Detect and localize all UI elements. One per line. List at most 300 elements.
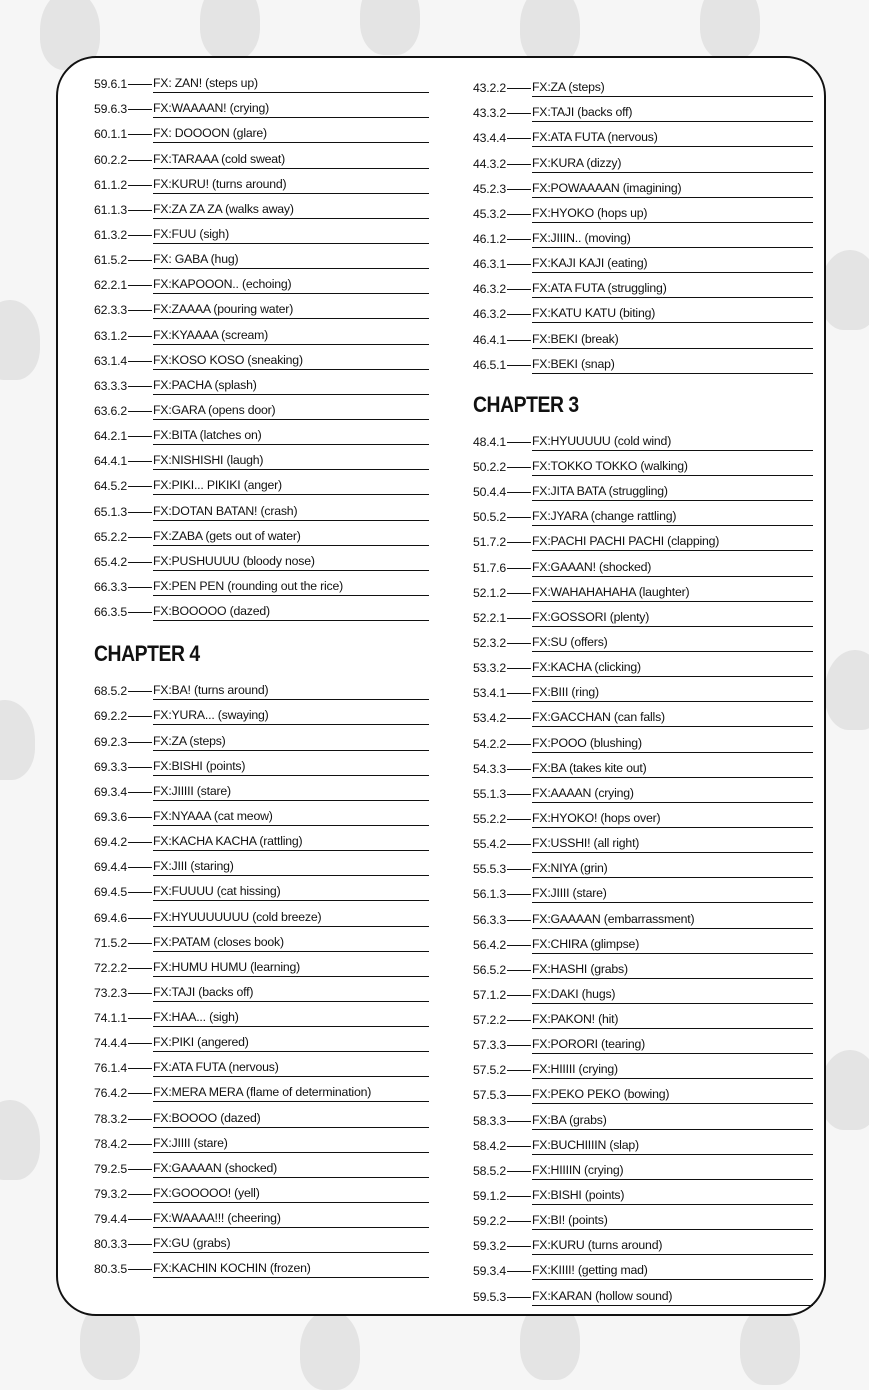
sfx-entry (94, 445, 429, 470)
panel-reference: 56.5.2 (473, 962, 506, 977)
sfx-translation: FX:JIIII (stare) (532, 886, 813, 903)
sfx-entry (473, 451, 813, 476)
left-column (94, 68, 429, 1278)
sfx-translation: FX:PAKON! (hit) (532, 1012, 813, 1029)
leader-line (507, 945, 531, 946)
leader-line (128, 968, 152, 969)
leader-line (507, 718, 531, 719)
leader-line (128, 386, 152, 387)
panel-reference: 61.5.2 (94, 253, 127, 268)
sfx-entry (473, 198, 813, 223)
entry-list (94, 675, 429, 1278)
sfx-translation: FX:GAAAAN (embarrassment) (532, 912, 813, 929)
sfx-translation: FX:ZA (steps) (532, 80, 813, 97)
sfx-entry (473, 426, 813, 451)
panel-reference: 53.4.2 (473, 711, 506, 726)
right-column (473, 72, 813, 1306)
sfx-entry (473, 223, 813, 248)
sfx-entry (94, 801, 429, 826)
sfx-translation: FX:KACHA (clicking) (532, 660, 813, 677)
leader-line (507, 289, 531, 290)
panel-reference: 63.3.3 (94, 378, 127, 393)
leader-line (507, 593, 531, 594)
sfx-entry (473, 702, 813, 727)
leader-line (128, 436, 152, 437)
sfx-entry (473, 753, 813, 778)
leader-line (507, 214, 531, 215)
sfx-translation: FX:BA (takes kite out) (532, 761, 813, 778)
leader-line (507, 1196, 531, 1197)
sfx-entry (473, 577, 813, 602)
sfx-entry (473, 727, 813, 752)
leader-line (507, 693, 531, 694)
sfx-translation: FX:KIIII! (getting mad) (532, 1263, 813, 1280)
panel-reference: 62.2.1 (94, 278, 127, 293)
sfx-entry (473, 1180, 813, 1205)
panel-reference: 53.3.2 (473, 661, 506, 676)
sfx-entry (94, 1002, 429, 1027)
panel-reference: 64.5.2 (94, 479, 127, 494)
panel-reference: 64.4.1 (94, 454, 127, 469)
sfx-translation: FX:HYUUUUU (cold wind) (532, 434, 813, 451)
panel-reference: 69.3.6 (94, 809, 127, 824)
panel-reference: 73.2.3 (94, 985, 127, 1000)
sfx-entry (94, 169, 429, 194)
panel-reference: 71.5.2 (94, 935, 127, 950)
sfx-translation: FX:HYUUUUUUU (cold breeze) (153, 910, 429, 927)
sfx-entry (94, 1253, 429, 1278)
sfx-entry (473, 1054, 813, 1079)
sfx-translation: FX:BIII (ring) (532, 685, 813, 702)
sfx-entry (94, 876, 429, 901)
sfx-translation: FX:AAAAN (crying) (532, 786, 813, 803)
leader-line (507, 189, 531, 190)
leader-line (507, 844, 531, 845)
leader-line (128, 336, 152, 337)
sfx-entry (473, 1079, 813, 1104)
sfx-translation: FX:WAAAA!!! (cheering) (153, 1211, 429, 1228)
sfx-translation: FX:GACCHAN (can falls) (532, 710, 813, 727)
sfx-entry (94, 244, 429, 269)
panel-reference: 57.1.2 (473, 987, 506, 1002)
sfx-entry (473, 501, 813, 526)
sfx-translation: FX:GOSSORI (plenty) (532, 610, 813, 627)
panel-reference: 51.7.2 (473, 535, 506, 550)
sfx-entry (473, 1255, 813, 1280)
sfx-entry (94, 521, 429, 546)
panel-reference: 63.6.2 (94, 403, 127, 418)
panel-reference: 69.4.6 (94, 910, 127, 925)
sfx-entry (473, 803, 813, 828)
sfx-translation: FX:PIKI... PIKIKI (anger) (153, 478, 429, 495)
sfx-translation: FX:KACHA KACHA (rattling) (153, 834, 429, 851)
leader-line (128, 361, 152, 362)
sfx-translation: FX:POWAAAAN (imagining) (532, 181, 813, 198)
panel-reference: 55.5.3 (473, 862, 506, 877)
sfx-translation: FX:KURU! (turns around) (153, 177, 429, 194)
sfx-entry (473, 476, 813, 501)
panel-reference: 69.2.3 (94, 734, 127, 749)
sfx-translation: FX:MERA MERA (flame of determination) (153, 1085, 429, 1102)
sfx-translation: FX:BA (grabs) (532, 1113, 813, 1130)
chapter-heading: CHAPTER 3 (473, 391, 579, 417)
sfx-translation: FX:DOTAN BATAN! (crash) (153, 504, 429, 521)
leader-line (507, 264, 531, 265)
sfx-translation: FX:ZAAAA (pouring water) (153, 302, 429, 319)
sfx-translation: FX:KURA (dizzy) (532, 156, 813, 173)
panel-reference: 59.6.1 (94, 77, 127, 92)
leader-line (507, 769, 531, 770)
panel-reference: 46.3.2 (473, 282, 506, 297)
leader-line (128, 1194, 152, 1195)
sfx-translation: FX:POOO (blushing) (532, 736, 813, 753)
sfx-entry (473, 627, 813, 652)
sfx-entry (94, 952, 429, 977)
sfx-translation: FX:HIIIII (crying) (532, 1062, 813, 1079)
leader-line (128, 185, 152, 186)
leader-line (128, 943, 152, 944)
sfx-translation: FX:NIYA (grin) (532, 861, 813, 878)
panel-reference: 56.3.3 (473, 912, 506, 927)
background-decoration (360, 0, 420, 55)
leader-line (507, 314, 531, 315)
sfx-translation: FX:KACHIN KOCHIN (frozen) (153, 1261, 429, 1278)
sfx-entry (473, 1155, 813, 1180)
sfx-translation: FX: GABA (hug) (153, 252, 429, 269)
panel-reference: 72.2.2 (94, 960, 127, 975)
panel-reference: 43.4.4 (473, 131, 506, 146)
sfx-entry (473, 1104, 813, 1129)
sfx-translation: FX:KYAAAA (scream) (153, 328, 429, 345)
panel-reference: 59.5.3 (473, 1289, 506, 1304)
sfx-entry (94, 118, 429, 143)
sfx-translation: FX:ZA (steps) (153, 734, 429, 751)
leader-line (507, 88, 531, 89)
background-decoration (0, 1100, 40, 1180)
sfx-translation: FX:GARA (opens door) (153, 403, 429, 420)
sfx-entry (94, 1077, 429, 1102)
leader-line (507, 113, 531, 114)
sfx-translation: FX:WAHAHAHAHA (laughter) (532, 585, 813, 602)
leader-line (128, 1018, 152, 1019)
leader-line (128, 1269, 152, 1270)
panel-reference: 69.3.4 (94, 784, 127, 799)
sfx-entry (94, 1102, 429, 1127)
panel-reference: 63.1.4 (94, 353, 127, 368)
leader-line (128, 1144, 152, 1145)
sfx-entry (94, 675, 429, 700)
leader-line (507, 1171, 531, 1172)
panel-reference: 69.3.3 (94, 759, 127, 774)
background-decoration (825, 650, 869, 730)
panel-reference: 46.1.2 (473, 231, 506, 246)
panel-reference: 63.1.2 (94, 328, 127, 343)
sfx-translation: FX:GU (grabs) (153, 1236, 429, 1253)
sfx-entry (473, 652, 813, 677)
sfx-entry (473, 929, 813, 954)
leader-line (507, 442, 531, 443)
sfx-translation: FX:PEN PEN (rounding out the rice) (153, 579, 429, 596)
leader-line (507, 517, 531, 518)
panel-reference: 79.2.5 (94, 1161, 127, 1176)
sfx-entry (473, 677, 813, 702)
leader-line (128, 461, 152, 462)
sfx-translation: FX:TAJI (backs off) (532, 105, 813, 122)
panel-reference: 55.1.3 (473, 786, 506, 801)
leader-line (128, 792, 152, 793)
panel-reference: 61.1.2 (94, 177, 127, 192)
leader-line (128, 235, 152, 236)
background-decoration (0, 700, 35, 780)
panel-reference: 59.1.2 (473, 1189, 506, 1204)
sfx-entry (473, 551, 813, 576)
sfx-translation: FX:ATA FUTA (nervous) (153, 1060, 429, 1077)
sfx-translation: FX:BISHI (points) (153, 759, 429, 776)
panel-reference: 54.3.3 (473, 761, 506, 776)
sfx-translation: FX:USSHI! (all right) (532, 836, 813, 853)
panel-reference: 60.2.2 (94, 152, 127, 167)
background-decoration (300, 1310, 360, 1390)
sfx-translation: FX:SU (offers) (532, 635, 813, 652)
leader-line (128, 716, 152, 717)
leader-line (507, 1246, 531, 1247)
sfx-translation: FX:KAJI KAJI (eating) (532, 256, 813, 273)
sfx-translation: FX:BOOOO (dazed) (153, 1111, 429, 1128)
leader-line (507, 894, 531, 895)
panel-reference: 50.4.4 (473, 485, 506, 500)
sfx-translation: FX:ZABA (gets out of water) (153, 529, 429, 546)
panel-reference: 51.7.6 (473, 560, 506, 575)
sfx-translation: FX: DOOOON (glare) (153, 126, 429, 143)
sfx-translation: FX:TARAAA (cold sweat) (153, 152, 429, 169)
sfx-entry (94, 927, 429, 952)
panel-reference: 61.1.3 (94, 202, 127, 217)
sfx-entry (94, 93, 429, 118)
leader-line (507, 542, 531, 543)
leader-line (128, 84, 152, 85)
leader-line (128, 1169, 152, 1170)
leader-line (507, 1297, 531, 1298)
panel-reference: 76.1.4 (94, 1061, 127, 1076)
sfx-translation: FX:KOSO KOSO (sneaking) (153, 353, 429, 370)
leader-line (507, 744, 531, 745)
chapter-heading: CHAPTER 4 (94, 641, 200, 667)
sfx-translation: FX:PACHI PACHI PACHI (clapping) (532, 534, 813, 551)
sfx-entry (94, 219, 429, 244)
entry-list (473, 72, 813, 374)
background-decoration (820, 1050, 869, 1130)
panel-reference: 43.2.2 (473, 81, 506, 96)
leader-line (507, 1271, 531, 1272)
sfx-translation: FX:PIKI (angered) (153, 1035, 429, 1052)
sfx-translation: FX:NYAAA (cat meow) (153, 809, 429, 826)
sfx-entry (94, 571, 429, 596)
leader-line (128, 817, 152, 818)
sfx-entry (473, 853, 813, 878)
leader-line (507, 869, 531, 870)
panel-reference: 66.3.3 (94, 579, 127, 594)
leader-line (507, 164, 531, 165)
sfx-translation: FX:PORORI (tearing) (532, 1037, 813, 1054)
sfx-translation: FX:TAJI (backs off) (153, 985, 429, 1002)
sfx-entry (473, 1130, 813, 1155)
panel-reference: 80.3.5 (94, 1262, 127, 1277)
sfx-translation: FX:KATU KATU (biting) (532, 306, 813, 323)
entry-list (94, 68, 429, 621)
leader-line (507, 794, 531, 795)
panel-reference: 69.4.4 (94, 860, 127, 875)
leader-line (128, 587, 152, 588)
panel-reference: 64.2.1 (94, 429, 127, 444)
panel-reference: 56.4.2 (473, 937, 506, 952)
sfx-entry (473, 323, 813, 348)
panel-reference: 58.4.2 (473, 1138, 506, 1153)
sfx-translation: FX:NISHISHI (laugh) (153, 453, 429, 470)
sfx-translation: FX:KARAN (hollow sound) (532, 1289, 813, 1306)
leader-line (507, 568, 531, 569)
sfx-translation: FX:KAPOOON.. (echoing) (153, 277, 429, 294)
sfx-translation: FX:BISHI (points) (532, 1188, 813, 1205)
sfx-entry (473, 1029, 813, 1054)
sfx-translation: FX:GOOOOO! (yell) (153, 1186, 429, 1203)
sfx-entry (94, 1153, 429, 1178)
leader-line (128, 486, 152, 487)
sfx-entry (473, 526, 813, 551)
sfx-entry (94, 470, 429, 495)
leader-line (507, 1146, 531, 1147)
leader-line (128, 892, 152, 893)
sfx-translation: FX:HAA... (sigh) (153, 1010, 429, 1027)
leader-line (128, 1068, 152, 1069)
sfx-entry (94, 395, 429, 420)
panel-reference: 55.2.2 (473, 811, 506, 826)
leader-line (128, 1119, 152, 1120)
panel-reference: 59.3.2 (473, 1239, 506, 1254)
background-decoration (700, 0, 760, 60)
sfx-entry (473, 97, 813, 122)
leader-line (128, 767, 152, 768)
leader-line (507, 995, 531, 996)
panel-reference: 78.3.2 (94, 1111, 127, 1126)
leader-line (507, 340, 531, 341)
leader-line (507, 492, 531, 493)
leader-line (507, 138, 531, 139)
panel-reference: 59.3.4 (473, 1264, 506, 1279)
sfx-translation: FX:BITA (latches on) (153, 428, 429, 445)
sfx-entry (94, 751, 429, 776)
sfx-translation: FX:TOKKO TOKKO (walking) (532, 459, 813, 476)
sfx-translation: FX:ATA FUTA (struggling) (532, 281, 813, 298)
sfx-entry (473, 273, 813, 298)
leader-line (507, 920, 531, 921)
sfx-entry (473, 979, 813, 1004)
sfx-translation: FX:PATAM (closes book) (153, 935, 429, 952)
sfx-entry (473, 72, 813, 97)
panel-reference: 79.3.2 (94, 1187, 127, 1202)
leader-line (128, 842, 152, 843)
sfx-entry (94, 596, 429, 621)
sfx-entry (94, 977, 429, 1002)
leader-line (128, 134, 152, 135)
sfx-translation: FX:JIIIN.. (moving) (532, 231, 813, 248)
panel-reference: 69.2.2 (94, 709, 127, 724)
panel-reference: 66.3.5 (94, 605, 127, 620)
sfx-entry (473, 602, 813, 627)
panel-reference: 59.6.3 (94, 102, 127, 117)
sfx-translation: FX:HIIIIN (crying) (532, 1163, 813, 1180)
leader-line (507, 239, 531, 240)
sfx-entry (94, 319, 429, 344)
panel-reference: 68.5.2 (94, 684, 127, 699)
sfx-translation: FX:JIIIII (stare) (153, 784, 429, 801)
leader-line (128, 612, 152, 613)
sfx-entry (94, 370, 429, 395)
leader-line (507, 1070, 531, 1071)
leader-line (128, 691, 152, 692)
sfx-translation: FX:BEKI (snap) (532, 357, 813, 374)
panel-reference: 46.3.2 (473, 307, 506, 322)
sfx-translation: FX:BI! (points) (532, 1213, 813, 1230)
sfx-entry (94, 1178, 429, 1203)
leader-line (128, 1093, 152, 1094)
leader-line (507, 1221, 531, 1222)
panel-reference: 45.3.2 (473, 206, 506, 221)
sfx-translation: FX:ZA ZA ZA (walks away) (153, 202, 429, 219)
leader-line (128, 537, 152, 538)
sfx-entry (473, 1280, 813, 1305)
sfx-translation: FX:JYARA (change rattling) (532, 509, 813, 526)
sfx-entry (94, 345, 429, 370)
sfx-entry (473, 954, 813, 979)
sfx-translation: FX:BOOOOO (dazed) (153, 604, 429, 621)
sfx-entry (473, 903, 813, 928)
leader-line (128, 742, 152, 743)
panel-reference: 59.2.2 (473, 1214, 506, 1229)
sfx-translation: FX:JIIII (stare) (153, 1136, 429, 1153)
panel-reference: 48.4.1 (473, 434, 506, 449)
panel-reference: 80.3.3 (94, 1237, 127, 1252)
sfx-entry (473, 349, 813, 374)
sfx-entry (94, 143, 429, 168)
panel-reference: 46.5.1 (473, 357, 506, 372)
panel-reference: 55.4.2 (473, 837, 506, 852)
sfx-entry (94, 1228, 429, 1253)
leader-line (128, 210, 152, 211)
sfx-entry (94, 194, 429, 219)
panel-reference: 53.4.1 (473, 686, 506, 701)
sfx-entry (94, 68, 429, 93)
sfx-entry (94, 725, 429, 750)
panel-reference: 45.2.3 (473, 181, 506, 196)
sfx-entry (94, 1203, 429, 1228)
sfx-entry (94, 546, 429, 571)
leader-line (128, 867, 152, 868)
sfx-entry (473, 1230, 813, 1255)
sfx-entry (473, 778, 813, 803)
panel-reference: 57.5.3 (473, 1088, 506, 1103)
leader-line (128, 285, 152, 286)
sfx-entry (94, 776, 429, 801)
sfx-translation: FX:YURA... (swaying) (153, 708, 429, 725)
sfx-entry (94, 1027, 429, 1052)
leader-line (507, 1020, 531, 1021)
panel-reference: 43.3.2 (473, 106, 506, 121)
leader-line (128, 918, 152, 919)
leader-line (128, 1244, 152, 1245)
panel-reference: 76.4.2 (94, 1086, 127, 1101)
panel-reference: 78.4.2 (94, 1136, 127, 1151)
sfx-translation: FX: ZAN! (steps up) (153, 76, 429, 93)
